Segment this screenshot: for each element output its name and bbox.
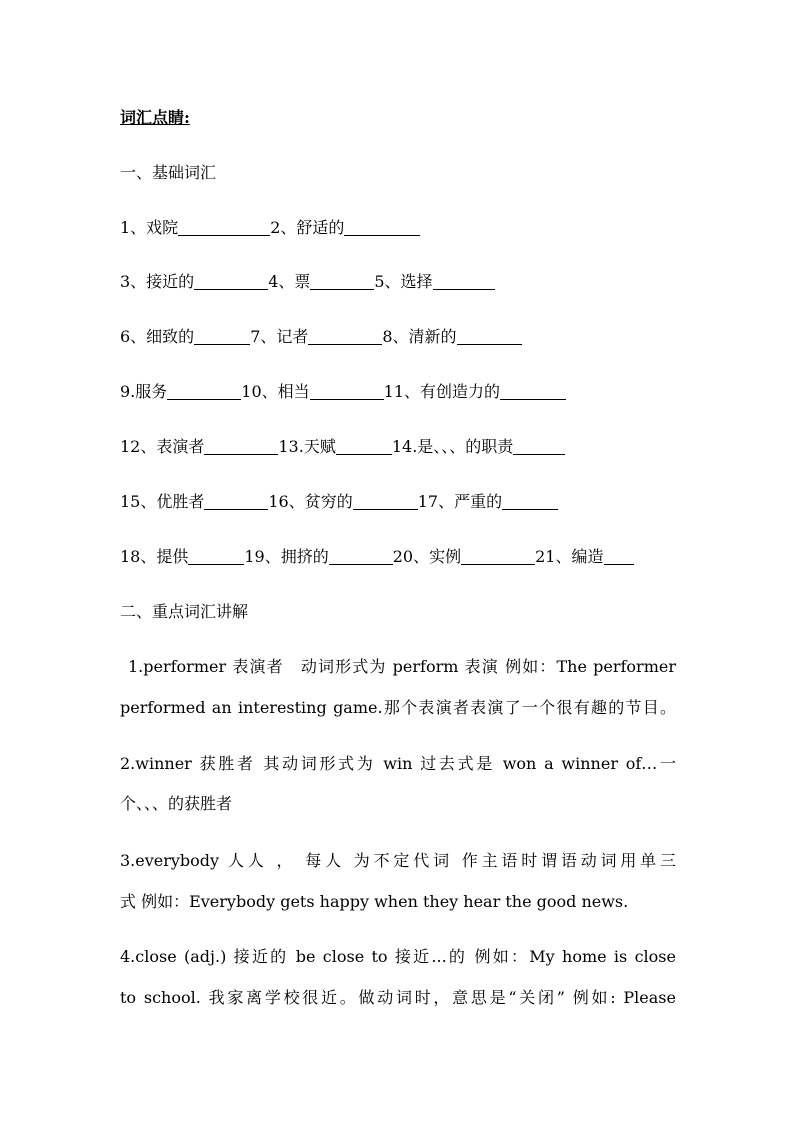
vocab-term: 6、细致的: [120, 327, 195, 346]
vocab-term: 19、拥挤的: [244, 547, 329, 566]
vocab-term: 21、编造: [535, 547, 604, 566]
vocab-term: 11、有创造力的: [383, 382, 501, 401]
vocab-term: 8、清新的: [382, 327, 457, 346]
answer-blank[interactable]: [513, 438, 565, 455]
section-key-vocabulary: 二、重点词汇讲解: [120, 602, 249, 621]
vocab-row: [120, 492, 676, 512]
vocab-term: 16、贫穷的: [268, 492, 353, 511]
answer-blank[interactable]: [604, 548, 634, 565]
vocab-term: 3、接近的: [120, 272, 195, 291]
vocab-term: 14.是、、、的职责: [391, 437, 514, 456]
paragraph-performer-line1: 1.performer 表演者 动词形式为 perform 表演 例如：The performer: [128, 657, 676, 676]
answer-blank[interactable]: [500, 383, 566, 400]
vocab-row: [120, 382, 676, 402]
paragraph-everybody-line2: 式 例如：Everybody gets happy when they hear the good news.: [120, 892, 629, 911]
paragraph-winner-line1: 2.winner 获胜者 其动词形式为 win 过去式是 won a winner of…一: [120, 754, 676, 773]
vocab-term: 13.天赋: [278, 437, 336, 456]
answer-blank[interactable]: [167, 383, 241, 400]
answer-blank[interactable]: [308, 328, 382, 345]
vocab-row: [120, 547, 676, 567]
answer-blank[interactable]: [310, 273, 374, 290]
vocab-term: 9.服务: [120, 382, 168, 401]
answer-blank[interactable]: [204, 493, 268, 510]
vocab-term: 20、实例: [392, 547, 462, 566]
vocab-term: 10、相当: [241, 382, 310, 401]
paragraph-winner-line2: 个、、、的获胜者: [120, 794, 233, 813]
answer-blank[interactable]: [353, 493, 418, 510]
vocab-term: 7、记者: [250, 327, 309, 346]
answer-blank[interactable]: [188, 548, 244, 565]
vocab-term: 18、提供: [120, 547, 189, 566]
vocabulary-title: 词汇点睛:: [120, 108, 190, 127]
vocab-term: 5、选择: [374, 272, 433, 291]
answer-blank[interactable]: [194, 328, 250, 345]
answer-blank[interactable]: [433, 273, 495, 290]
answer-blank[interactable]: [461, 548, 535, 565]
answer-blank[interactable]: [329, 548, 393, 565]
answer-blank[interactable]: [344, 219, 420, 236]
vocab-row: [120, 272, 676, 292]
answer-blank[interactable]: [178, 219, 270, 236]
paragraph-everybody-line1: 3.everybody 人人 ， 每人 为不定代词 作主语时谓语动词用单三: [120, 851, 676, 870]
vocab-term: 4、票: [268, 272, 311, 291]
vocab-term: 1、戏院: [120, 218, 179, 237]
answer-blank[interactable]: [502, 493, 558, 510]
vocab-row: [120, 437, 676, 457]
answer-blank[interactable]: [310, 383, 384, 400]
section-basic-vocabulary: 一、基础词汇: [120, 163, 217, 182]
answer-blank[interactable]: [204, 438, 278, 455]
paragraph-performer-line2: performed an interesting game.那个表演者表演了一个很有趣的节目。: [120, 698, 676, 717]
vocab-term: 12、表演者: [120, 437, 205, 456]
vocab-row: [120, 327, 676, 347]
answer-blank[interactable]: [194, 273, 268, 290]
vocab-row: [120, 218, 676, 238]
answer-blank[interactable]: [336, 438, 392, 455]
vocab-term: 17、严重的: [417, 492, 503, 511]
paragraph-close-line1: 4.close (adj.) 接近的 be close to 接近...的 例如：My home is close: [120, 947, 676, 966]
paragraph-close-line2: to school. 我家离学校很近。做动词时，意思是“关闭” 例如: Please: [120, 988, 676, 1007]
vocab-term: 15、优胜者: [120, 492, 205, 511]
answer-blank[interactable]: [457, 328, 522, 345]
vocab-term: 2、舒适的: [270, 218, 345, 237]
